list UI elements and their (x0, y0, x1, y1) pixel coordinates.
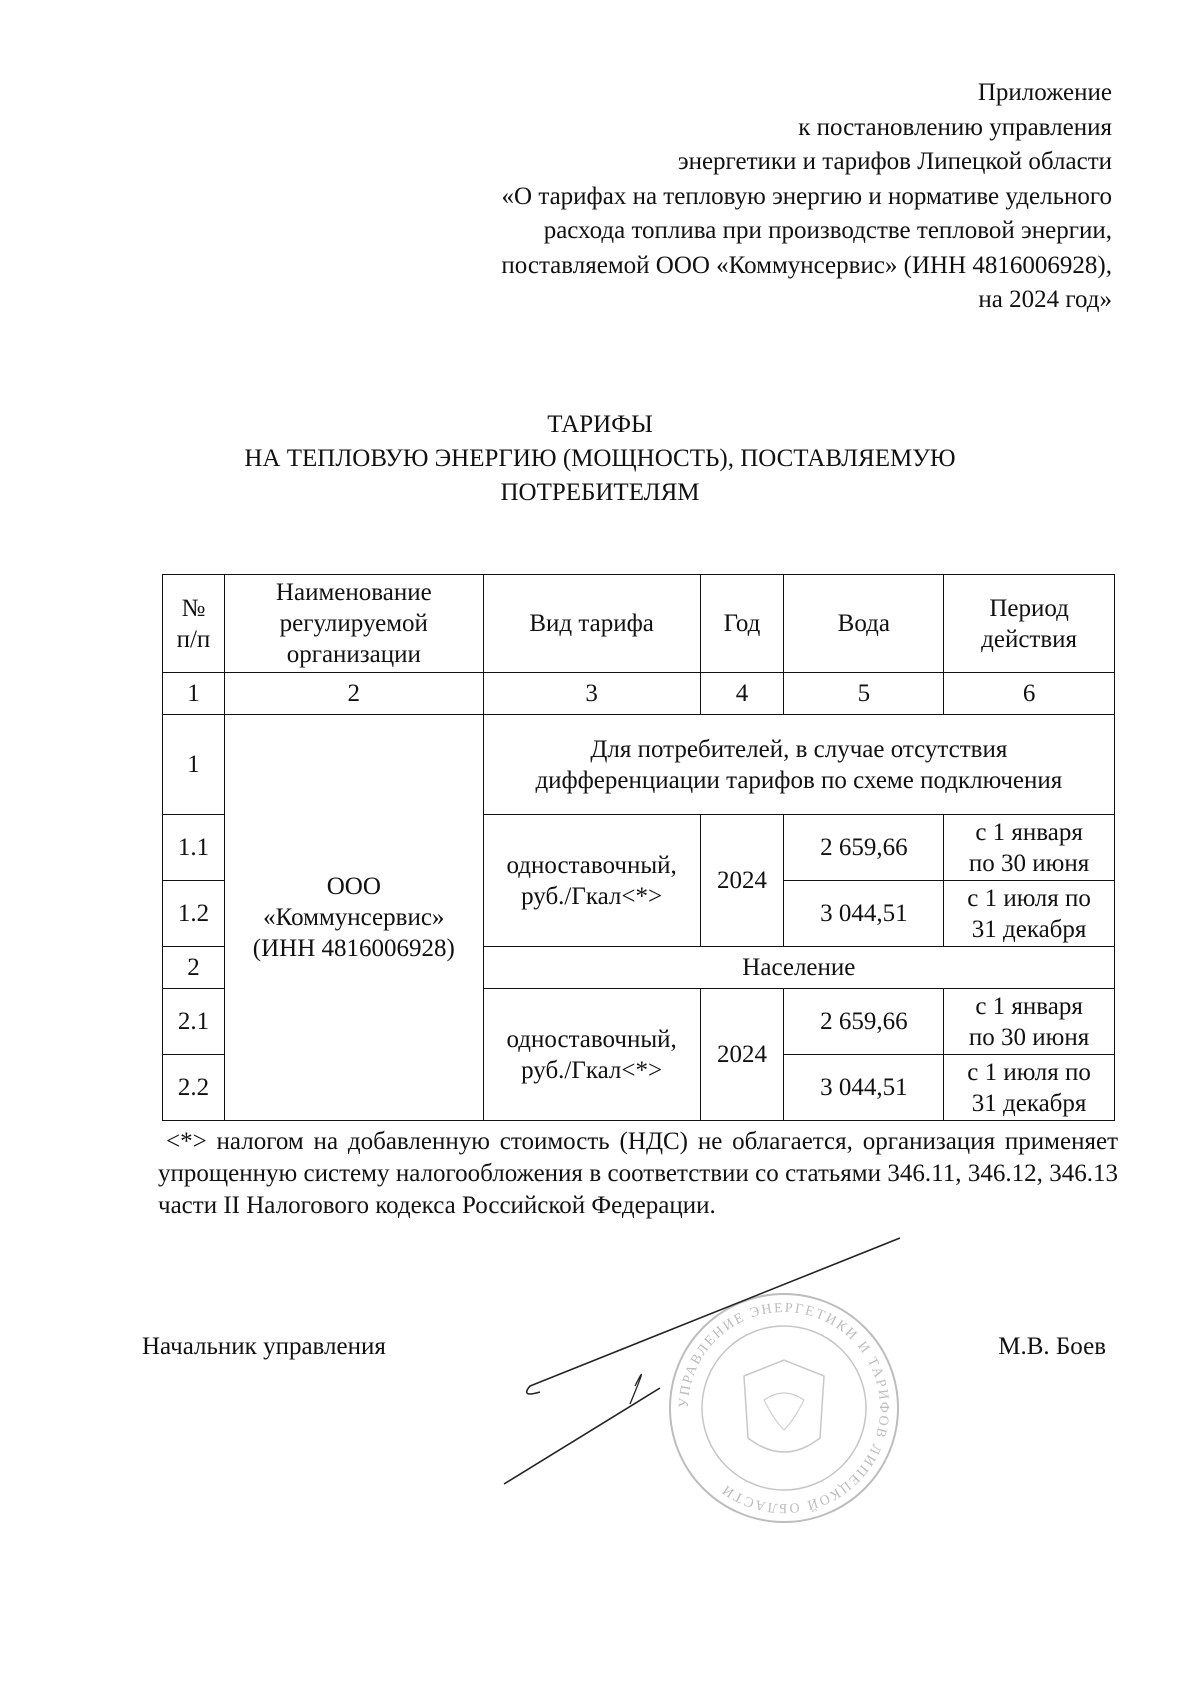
row-number: 1 (163, 715, 225, 815)
tariff-type-cell: одноставочный, руб./Гкал<*> (483, 989, 700, 1121)
row-number: 2.1 (163, 989, 225, 1055)
period-cell: с 1 июля по 31 декабря (944, 881, 1115, 947)
header-cell-period: Период действия (944, 575, 1115, 673)
water-value: 2 659,66 (784, 815, 944, 881)
water-value: 2 659,66 (784, 989, 944, 1055)
group-label: Население (483, 947, 1114, 989)
tax-footnote: <*> налогом на добавленную стоимость (НДС) не облагается, организация применяет упрощенную систему налогообложения в соответствии со статьями 346.11, 346.12, 346.13 части II Налогового кодекса Российской Федерации. (158, 1128, 1118, 1219)
header-cell-type: Вид тарифа (483, 575, 700, 673)
column-number-row (163, 673, 1115, 715)
appendix-header (501, 76, 1112, 318)
year-cell: 2024 (700, 815, 784, 947)
period-cell: с 1 января по 30 июня (944, 815, 1115, 881)
title-line: НА ТЕПЛОВУЮ ЭНЕРГИЮ (МОЩНОСТЬ), ПОСТАВЛЯЕМУЮ (244, 445, 956, 472)
header-cell-year: Год (700, 575, 784, 673)
header-line: энергетики и тарифов Липецкой области (677, 148, 1112, 175)
row-number: 2.2 (163, 1055, 225, 1121)
col-number: 3 (483, 673, 700, 715)
water-value: 3 044,51 (784, 1055, 944, 1121)
col-number: 5 (784, 673, 944, 715)
col-number: 2 (224, 673, 483, 715)
header-cell-num: № п/п (163, 575, 225, 673)
header-cell-org: Наименование регулируемой организации (224, 575, 483, 673)
row-number: 1.2 (163, 881, 225, 947)
header-line: Приложение (977, 79, 1112, 106)
group-row (163, 715, 1115, 815)
organization-cell: ООО «Коммунсервис» (ИНН 4816006928) (224, 715, 483, 1121)
title-line: ТАРИФЫ (547, 411, 653, 438)
tariff-table (162, 574, 1115, 1121)
header-line: расхода топлива при производстве тепловой энергии, (543, 217, 1112, 244)
tariff-type-cell: одноставочный, руб./Гкал<*> (483, 815, 700, 947)
handwritten-signature-icon (500, 1236, 940, 1486)
col-number: 6 (944, 673, 1115, 715)
year-cell: 2024 (700, 989, 784, 1121)
col-number: 1 (163, 673, 225, 715)
col-number: 4 (700, 673, 784, 715)
header-cell-water: Вода (784, 575, 944, 673)
period-cell: с 1 июля по 31 декабря (944, 1055, 1115, 1121)
title-line: ПОТРЕБИТЕЛЯМ (500, 479, 700, 506)
table-header-row (163, 575, 1115, 673)
document-title (0, 408, 1200, 510)
header-line: к постановлению управления (798, 113, 1112, 141)
row-number: 2 (163, 947, 225, 989)
signatory-name: М.В. Боев (998, 1333, 1106, 1360)
header-line: поставляемой ООО «Коммунсервис» (ИНН 4816006928), (501, 251, 1112, 279)
water-value: 3 044,51 (784, 881, 944, 947)
period-cell: с 1 января по 30 июня (944, 989, 1115, 1055)
stamp-ring-text: УПРАВЛЕНИЕ ЭНЕРГЕТИКИ И ТАРИФОВ ЛИПЕЦКОЙ ОБЛАСТИ (676, 1300, 892, 1516)
header-line: «О тарифах на тепловую энергию и нормативе удельного (501, 182, 1112, 210)
group-label: Для потребителей, в случае отсутствия дифференциации тарифов по схеме подключения (483, 715, 1114, 815)
row-number: 1.1 (163, 815, 225, 881)
header-line: на 2024 год» (978, 286, 1112, 313)
signatory-position: Начальник управления (142, 1333, 386, 1360)
